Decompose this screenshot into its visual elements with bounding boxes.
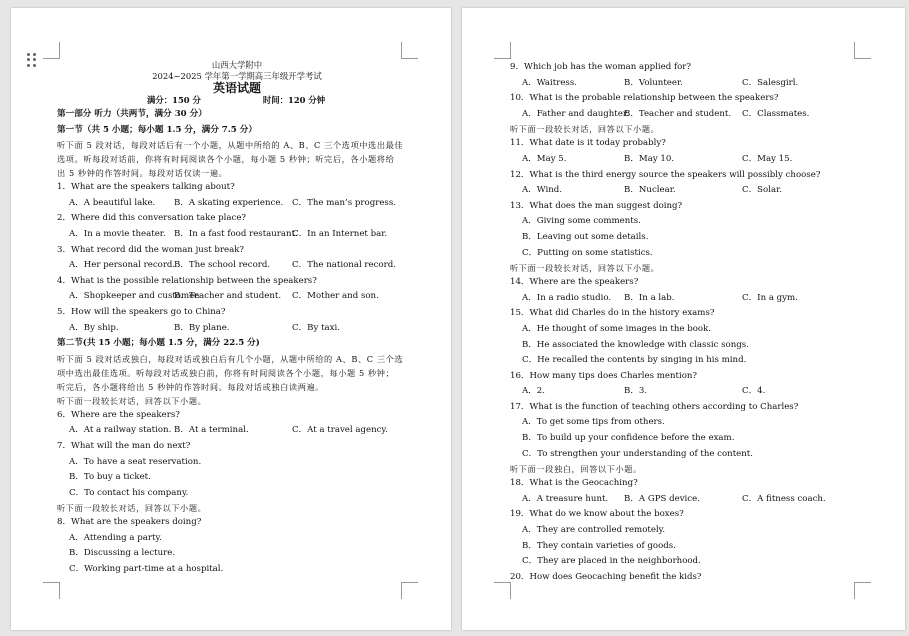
option-c: C．May 15.	[742, 153, 793, 164]
option-b: B．To buy a ticket.	[69, 472, 151, 483]
option-c: C．Working part-time at a hospital.	[69, 564, 224, 575]
option-c: C．Classmates.	[742, 108, 810, 119]
crop-mark	[401, 42, 418, 59]
option-c: C．Putting on some statistics.	[522, 247, 653, 258]
section2-instruction-line: 听完后，各小题将给出 5 秒钟的作答时间。每段对话或独白读两遍。	[57, 381, 325, 392]
option-b: B．A skating experience.	[174, 197, 284, 208]
school-name: 山西大学附中	[211, 60, 263, 70]
option-b: B．May 10.	[624, 153, 675, 164]
option-c: C．The man’s progress.	[292, 197, 396, 208]
option-a: A．Waitress.	[522, 77, 577, 88]
option-c: C．Mother and son.	[292, 291, 379, 302]
option-b: B．In a lab.	[624, 292, 675, 303]
question-10: 10．What is the probable relationship between the speakers?	[510, 93, 779, 104]
part1-heading: 第一部分 听力（共两节，满分 30 分）	[57, 109, 207, 119]
question-20: 20．How does Geocaching benefit the kids?	[510, 571, 702, 582]
full-score: 满分：150 分	[147, 95, 201, 105]
document-page-2	[462, 8, 905, 630]
question-1-options	[57, 196, 417, 212]
option-c: C．To strengthen your understanding of the content.	[522, 448, 753, 459]
section1-heading: 第一节（共 5 小题；每小题 1.5 分，满分 7.5 分）	[57, 124, 257, 135]
option-c: C．In an Internet bar.	[292, 228, 388, 239]
question-2-options	[57, 227, 417, 243]
question-9-options	[510, 76, 870, 92]
listening-prompt: 听下面一段较长对话，回答以下小题。	[57, 503, 207, 514]
option-a: A．To have a seat reservation.	[69, 456, 202, 467]
question-14-options	[510, 291, 870, 307]
question-4: 4．What is the possible relationship between the speakers?	[57, 275, 317, 286]
option-b: B．In a fast food restaurant.	[174, 228, 298, 239]
option-b: B．By plane.	[174, 322, 230, 333]
option-c: C．He recalled the contents by singing in his mind.	[522, 355, 747, 366]
question-5: 5．How will the speakers go to China?	[57, 306, 226, 317]
exam-time: 时间：120 分钟	[262, 95, 326, 105]
section2-heading: 第二节(共 15 小题；每小题 1.5 分，满分 22.5 分)	[57, 338, 260, 349]
listening-prompt: 听下面一段较长对话，回答以下小题。	[510, 263, 660, 274]
option-a: A．Giving some comments.	[522, 216, 641, 227]
section2-instruction-line: 项中选出最佳选项。听每段对话或独白前，你将有时间阅读各个小题，每小题 5 秒钟；	[57, 367, 395, 378]
option-c: C．They are placed in the neighborhood.	[522, 556, 701, 567]
option-b: B．They contain varieties of goods.	[522, 540, 676, 551]
question-12: 12．What is the third energy source the speakers will possibly choose?	[510, 169, 821, 180]
listening-prompt: 听下面一段较长对话，回答以下小题。	[57, 395, 207, 406]
option-c: C．Solar.	[742, 185, 782, 196]
option-b: B．Discussing a lecture.	[69, 548, 176, 559]
crop-mark	[401, 582, 418, 599]
option-c: C．Salesgirl.	[742, 77, 799, 88]
listening-prompt: 听下面一段较长对话，回答以下小题。	[510, 124, 660, 135]
option-b: B．Leaving out some details.	[522, 231, 649, 242]
option-c: C．At a travel agency.	[292, 425, 388, 436]
question-11: 11．What date is it today probably?	[510, 138, 666, 149]
listening-prompt: 听下面一段独白，回答以下小题。	[510, 464, 642, 475]
option-a: A．Shopkeeper and customer.	[69, 291, 201, 302]
document-page-1	[11, 8, 451, 630]
crop-mark	[43, 42, 60, 59]
option-b: B．Teacher and student.	[174, 291, 282, 302]
question-6-options	[57, 423, 417, 439]
option-a: A．In a radio studio.	[522, 292, 612, 303]
question-16: 16．How many tips does Charles mention?	[510, 370, 698, 381]
option-c: C．4.	[742, 386, 766, 397]
question-3: 3．What record did the woman just break?	[57, 244, 245, 255]
question-15: 15．What did Charles do in the history exams?	[510, 308, 715, 319]
question-12-options	[510, 183, 870, 199]
option-a: A．To get some tips from others.	[522, 417, 665, 428]
option-b: B．Volunteer.	[624, 77, 683, 88]
option-c: C．By taxi.	[292, 322, 340, 333]
option-a: A．A beautiful lake.	[69, 197, 156, 208]
option-b: B．Teacher and student.	[624, 108, 732, 119]
option-a: A．May 5.	[522, 153, 567, 164]
question-6: 6．Where are the speakers?	[57, 409, 180, 420]
option-c: C．To contact his company.	[69, 487, 189, 498]
option-c: C．A fitness coach.	[742, 493, 826, 504]
option-a: A．At a railway station.	[69, 425, 172, 436]
option-b: B．3.	[624, 386, 648, 397]
option-c: C．The national record.	[292, 260, 396, 271]
question-18-options	[510, 492, 870, 508]
question-13: 13．What does the man suggest doing?	[510, 200, 683, 211]
crop-mark	[494, 42, 511, 59]
crop-mark	[494, 582, 511, 599]
question-9: 9．Which job has the woman applied for?	[510, 62, 692, 72]
question-10-options	[510, 107, 870, 123]
page-1-content	[57, 60, 417, 578]
option-a: A．A treasure hunt.	[522, 493, 609, 504]
question-11-options	[510, 152, 870, 168]
question-3-options	[57, 258, 417, 274]
option-a: A．He thought of some images in the book.	[522, 323, 712, 334]
subject-title: 英语试题	[212, 81, 261, 95]
question-4-options	[57, 289, 417, 305]
drag-handle-icon[interactable]	[27, 53, 37, 67]
option-a: A．Her personal record.	[69, 260, 176, 271]
option-b: B．He associated the knowledge with classic songs.	[522, 339, 749, 350]
question-16-options	[510, 384, 870, 400]
option-a: A．Wind.	[522, 185, 562, 196]
option-a: A．2.	[522, 386, 545, 397]
score-line	[57, 94, 417, 107]
question-14: 14．Where are the speakers?	[510, 277, 639, 288]
question-18: 18．What is the Geocaching?	[510, 478, 638, 489]
section1-instruction-line: 选项。听每段对话前，你将有时间阅读各个小题，每小题 5 秒钟；听完后，各小题将给	[57, 154, 395, 165]
question-2: 2．Where did this conversation take place?	[57, 213, 247, 224]
option-a: A．Father and daughter.	[522, 108, 629, 119]
option-a: A．In a movie theater.	[69, 228, 166, 239]
question-17: 17．What is the function of teaching others according to Charles?	[510, 401, 799, 412]
option-b: B．A GPS device.	[624, 493, 700, 504]
option-a: A．They are controlled remotely.	[522, 525, 666, 536]
option-b: B．To build up your confidence before the exam.	[522, 433, 735, 444]
option-a: A．Attending a party.	[69, 532, 162, 543]
question-8: 8．What are the speakers doing?	[57, 517, 202, 528]
section1-instruction-line: 听下面 5 段对话，每段对话后有一个小题，从题中所给的 A、B、C 三个选项中选出最佳	[57, 140, 404, 151]
question-7: 7．What will the man do next?	[57, 440, 191, 451]
section1-instruction-line: 出 5 秒钟的作答时间。每段对话仅读一遍。	[57, 168, 228, 179]
question-1: 1．What are the speakers talking about?	[57, 182, 235, 193]
option-b: B．Nuclear.	[624, 185, 676, 196]
crop-mark	[43, 582, 60, 599]
crop-mark	[854, 42, 871, 59]
exam-name: 2024~2025 学年第一学期高三年级开学考试	[152, 71, 322, 81]
option-a: A．By ship.	[69, 322, 119, 333]
option-c: C．In a gym.	[742, 292, 798, 303]
section2-instruction-line: 听下面 5 段对话或独白，每段对话或独白后有几个小题，从题中所给的 A、B、C 三个选	[57, 353, 404, 364]
option-b: B．The school record.	[174, 260, 271, 271]
option-b: B．At a terminal.	[174, 425, 249, 436]
question-5-options	[57, 321, 417, 337]
question-19: 19．What do we know about the boxes?	[510, 509, 684, 520]
page-2-content	[510, 60, 870, 585]
